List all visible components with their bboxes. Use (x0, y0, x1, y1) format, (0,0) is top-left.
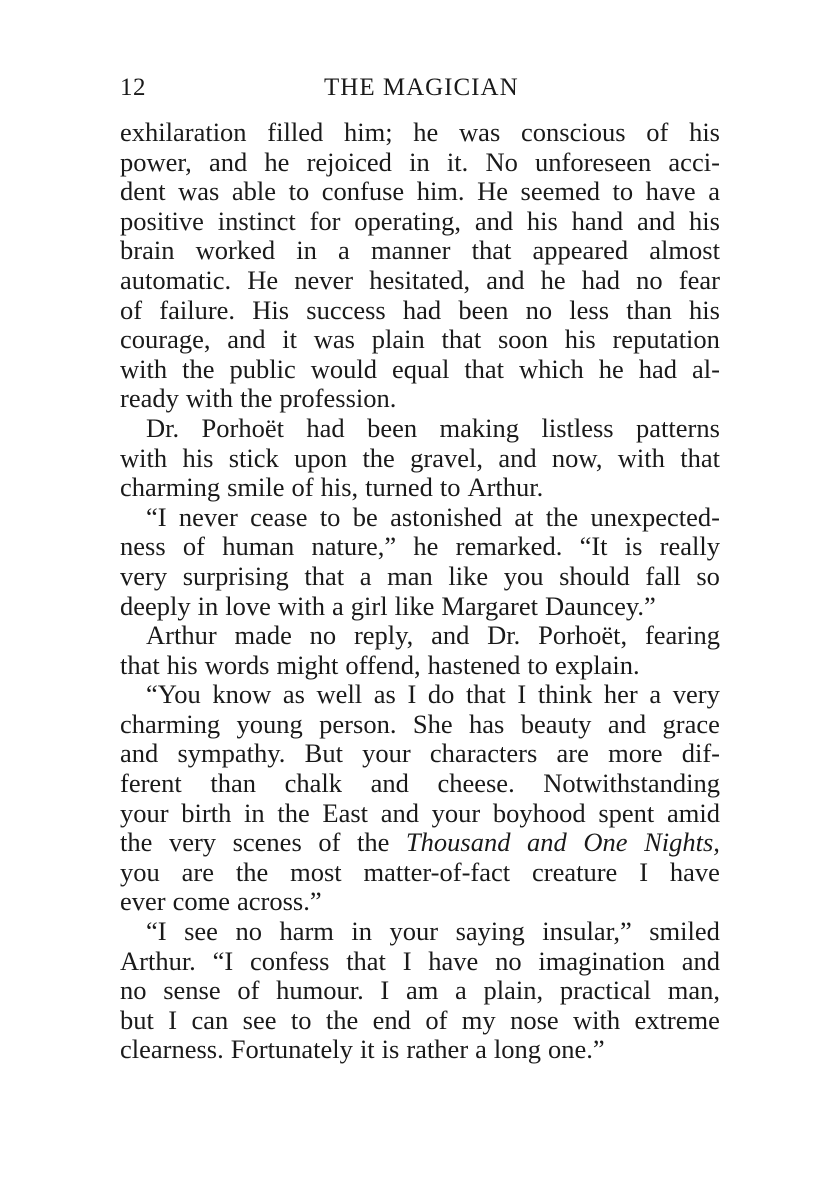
text-line: ferent than chalk and cheese. Notwithstanding (120, 768, 720, 799)
text-line: ready with the profession. (120, 383, 397, 414)
paragraph (120, 503, 720, 621)
text-line: very surprising that a man like you should fall so (120, 560, 720, 591)
text-line: Arthur. “I confess that I have no imagination and (120, 945, 720, 976)
text-line: automatic. He never hesitated, and he had no fear (120, 264, 720, 295)
page-header (120, 74, 720, 108)
text-line: “I see no harm in your saying insular,” smiled (146, 916, 720, 947)
text-line: Arthur made no reply, and Dr. Porhoët, fearing (146, 620, 720, 651)
body-text (120, 118, 720, 1065)
text-line: brain worked in a manner that appeared almost (120, 235, 720, 266)
text-line: with his stick upon the gravel, and now, with that (120, 442, 720, 473)
text-line: clearness. Fortunately it is rather a long one.” (120, 1034, 605, 1065)
running-head: THE MAGICIAN (324, 74, 519, 101)
text-line: but I can see to the end of my nose with extreme (120, 1004, 720, 1035)
text-line: Dr. Porhoët had been making listless patterns (146, 412, 720, 443)
text-line: ever come across.” (120, 886, 322, 917)
paragraph (120, 414, 720, 503)
paragraph (120, 680, 720, 917)
text-line: “You know as well as I do that I think her a very (146, 679, 720, 710)
text-line: ness of human nature,” he remarked. “It is really (120, 531, 720, 562)
text-line: no sense of humour. I am a plain, practical man, (120, 975, 720, 1006)
text-line: dent was able to confuse him. He seemed to have a (120, 176, 720, 207)
text-line: of failure. His success had been no less than his (120, 294, 720, 325)
page-number: 12 (120, 74, 146, 101)
paragraph (120, 917, 720, 1065)
text-line: charming smile of his, turned to Arthur. (120, 472, 544, 503)
text-line: with the public would equal that which he had al- (120, 353, 720, 384)
text-line: charming young person. She has beauty and grace (120, 708, 720, 739)
text-line: power, and he rejoiced in it. No unforeseen acci- (120, 146, 720, 177)
text-line: courage, and it was plain that soon his reputation (120, 324, 720, 355)
paragraph (120, 621, 720, 680)
text-line: the very scenes of the Thousand and One Nights, (120, 827, 720, 858)
text-line: that his words might offend, hastened to explain. (120, 649, 640, 680)
text-line: positive instinct for operating, and his hand and his (120, 205, 720, 236)
text-line: you are the most matter-of-fact creature I have (120, 856, 720, 887)
text-line: deeply in love with a girl like Margaret Dauncey.” (120, 590, 656, 621)
text-line: “I never cease to be astonished at the unexpected- (146, 501, 720, 532)
paragraph (120, 118, 720, 414)
text-line: exhilaration filled him; he was conscious of his (120, 117, 720, 147)
text-line: and sympathy. But your characters are more dif- (120, 738, 720, 769)
text-line: your birth in the East and your boyhood spent amid (120, 797, 720, 828)
